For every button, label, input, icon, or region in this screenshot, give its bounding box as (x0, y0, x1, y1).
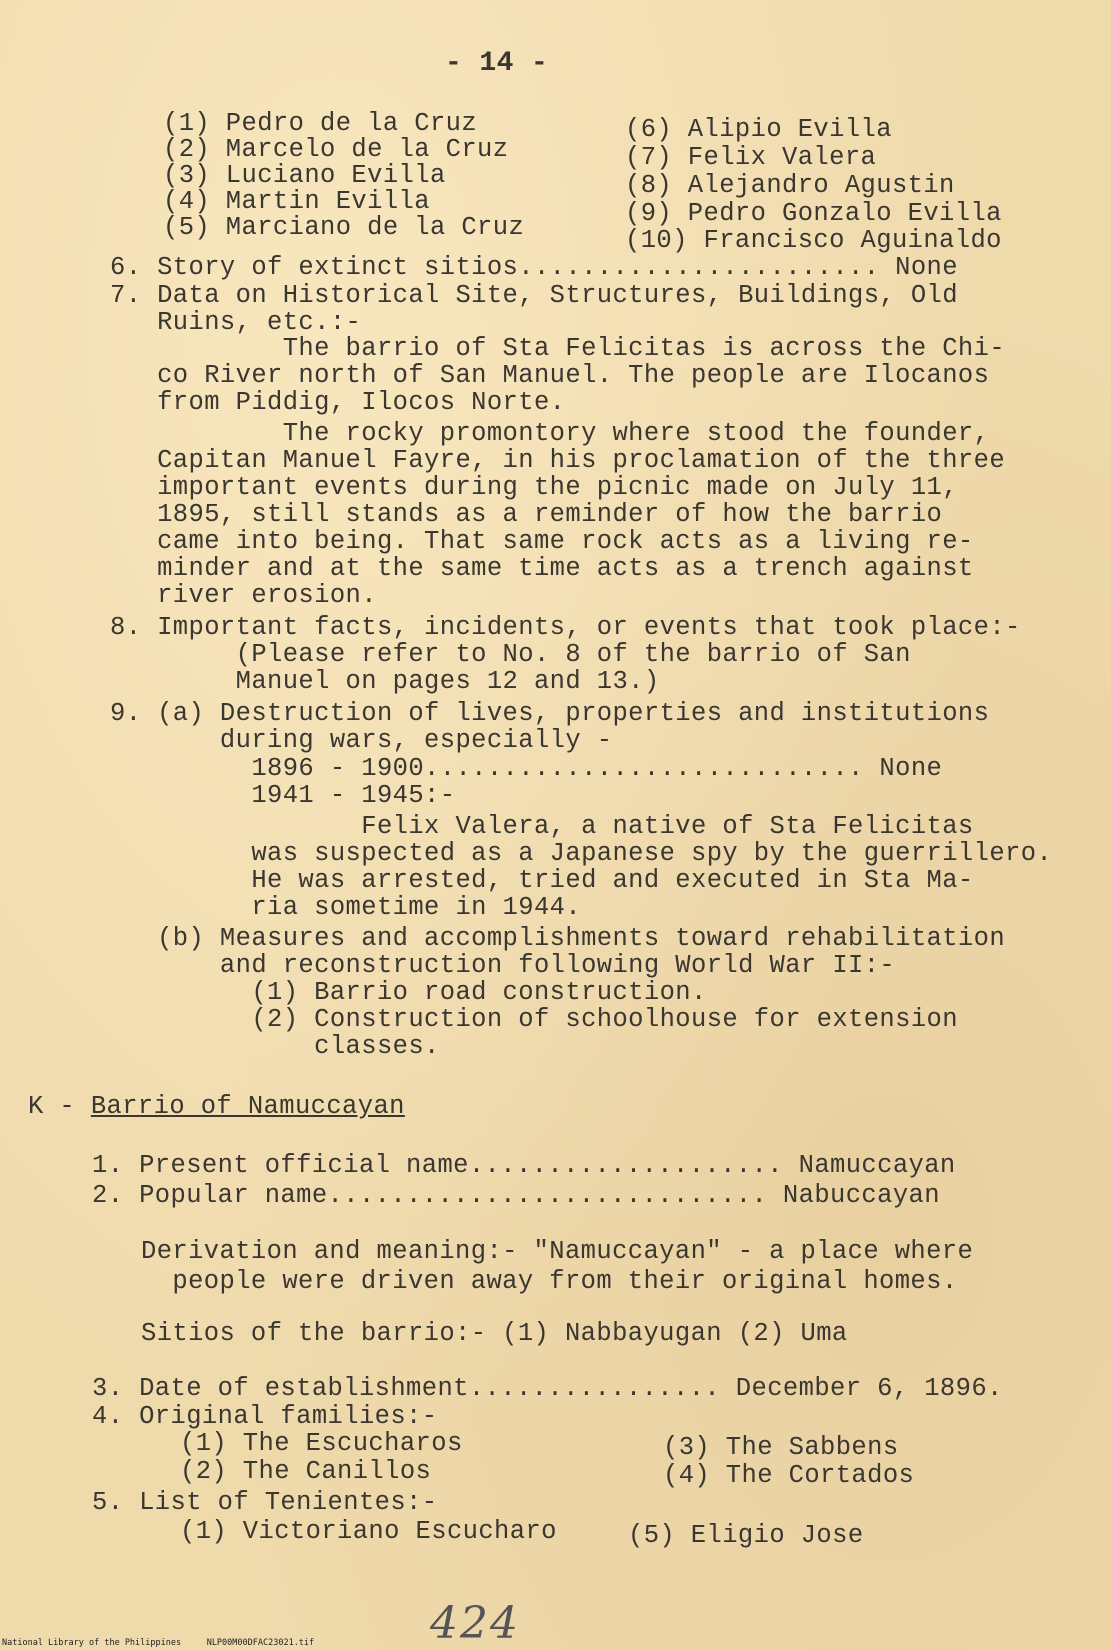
text-line: 9. (a) Destruction of lives, properties and institutions (110, 699, 990, 728)
page-number: - 14 - (445, 48, 549, 79)
text-line: minder and at the same time acts as a trench against (110, 554, 974, 583)
founder-item: (4) Martin Evilla (163, 187, 430, 216)
text-line: river erosion. (110, 581, 377, 610)
scan-footer-label: National Library of the Philippines NLP00M00DFAC23021.tif (2, 1638, 315, 1648)
text-line: 1896 - 1900............................ None (110, 754, 943, 783)
founder-item: (5) Marciano de la Cruz (163, 213, 525, 242)
teniente-item: (5) Eligio Jose (628, 1521, 864, 1550)
founder-item: (10) Francisco Aguinaldo (625, 226, 1002, 255)
text-line: classes. (110, 1032, 440, 1061)
family-item: (3) The Sabbens (663, 1433, 899, 1462)
section-prefix: K - (28, 1092, 91, 1121)
text-line: He was arrested, tried and executed in Sta Ma- (110, 866, 974, 895)
derivation-line: people were driven away from their original homes. (141, 1267, 958, 1296)
text-line: during wars, especially - (110, 726, 613, 755)
founder-item: (8) Alejandro Agustin (625, 171, 955, 200)
section-heading (28, 1093, 405, 1121)
text-line: ria sometime in 1944. (110, 893, 582, 922)
text-line: Capitan Manuel Fayre, in his proclamation of the three (110, 446, 1006, 475)
item-5-tenientes: 5. List of Tenientes:- (92, 1488, 438, 1517)
text-line: (1) Barrio road construction. (110, 978, 707, 1007)
founder-item: (3) Luciano Evilla (163, 161, 446, 190)
text-line: co River north of San Manuel. The people are Ilocanos (110, 361, 990, 390)
family-item: (2) The Canillos (180, 1457, 432, 1486)
family-item: (1) The Escucharos (180, 1429, 463, 1458)
founder-item: (7) Felix Valera (625, 143, 877, 172)
text-line: from Piddig, Ilocos Norte. (110, 388, 566, 417)
text-line: 1895, still stands as a reminder of how the barrio (110, 500, 943, 529)
text-line: was suspected as a Japanese spy by the guerrillero. (110, 839, 1053, 868)
teniente-item: (1) Victoriano Escucharo (180, 1517, 557, 1546)
founder-item: (1) Pedro de la Cruz (163, 109, 478, 138)
family-item: (4) The Cortados (663, 1461, 915, 1490)
text-line: Felix Valera, a native of Sta Felicitas (110, 812, 974, 841)
founder-item: (6) Alipio Evilla (625, 115, 892, 144)
text-line: Ruins, etc.:- (110, 308, 362, 337)
item-3-date-established: 3. Date of establishment................ December 6, 1896. (92, 1374, 1003, 1403)
item-6-extinct-sitios: 6. Story of extinct sitios....................... None (110, 253, 958, 282)
text-line: 7. Data on Historical Site, Structures, Buildings, Old (110, 281, 958, 310)
text-line: and reconstruction following World War II:- (110, 951, 896, 980)
text-line: 1941 - 1945:- (110, 781, 456, 810)
text-line: (Please refer to No. 8 of the barrio of San (110, 640, 911, 669)
text-line: important events during the picnic made on July 11, (110, 473, 958, 502)
derivation-line: Derivation and meaning:- "Namuccayan" - a place where (141, 1237, 974, 1266)
text-line: (2) Construction of schoolhouse for extension (110, 1005, 958, 1034)
text-line: (b) Measures and accomplishments toward rehabilitation (110, 924, 1006, 953)
founder-item: (9) Pedro Gonzalo Evilla (625, 199, 1002, 228)
text-line: The rocky promontory where stood the founder, (110, 419, 990, 448)
text-line: came into being. That same rock acts as a living re- (110, 527, 974, 556)
handwritten-page-number: 424 (430, 1598, 520, 1649)
text-line: The barrio of Sta Felicitas is across the Chi- (110, 334, 1006, 363)
founder-item: (2) Marcelo de la Cruz (163, 135, 509, 164)
sitios-line: Sitios of the barrio:- (1) Nabbayugan (2) Uma (141, 1319, 848, 1348)
text-line: Manuel on pages 12 and 13.) (110, 667, 660, 696)
item-2-popular-name: 2. Popular name............................ Nabuccayan (92, 1181, 940, 1210)
section-title: Barrio of Namuccayan (90, 1092, 405, 1121)
text-line: 8. Important facts, incidents, or events that took place:- (110, 613, 1021, 642)
item-1-official-name: 1. Present official name.................... Namuccayan (92, 1151, 956, 1180)
item-4-original-families: 4. Original families:- (92, 1402, 438, 1431)
